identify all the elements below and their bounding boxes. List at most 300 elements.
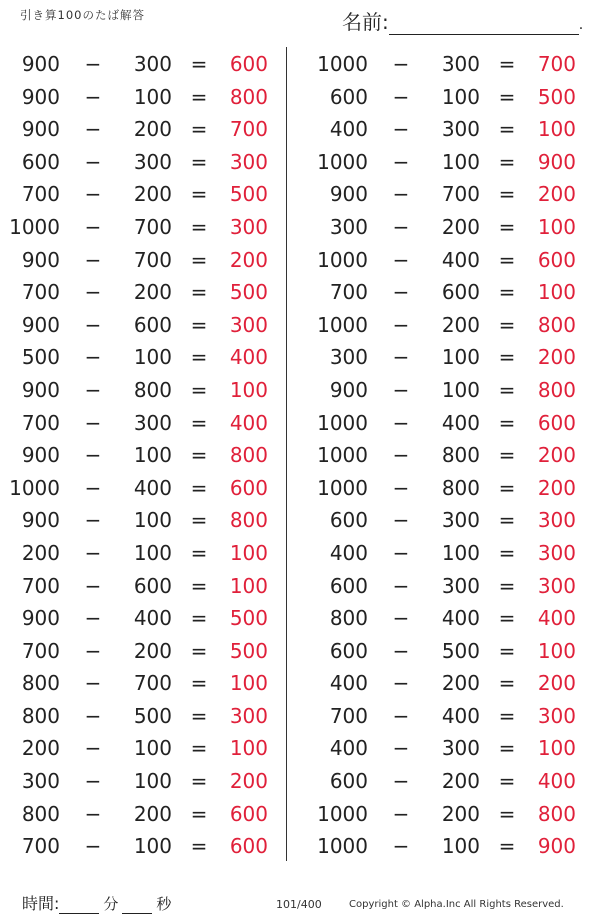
subtrahend: 200 (133, 801, 172, 826)
equals-sign: = (190, 214, 208, 239)
subtrahend: 500 (133, 703, 172, 728)
answer: 100 (229, 736, 268, 761)
minuend: 700 (21, 834, 60, 859)
minuend: 600 (329, 573, 368, 598)
minus-sign: − (392, 475, 410, 500)
subtrahend: 400 (441, 410, 480, 435)
subtrahend: 700 (133, 671, 172, 696)
answer: 300 (537, 508, 576, 533)
equals-sign: = (190, 247, 208, 272)
problem-row (316, 537, 586, 570)
answer: 800 (229, 508, 268, 533)
name-label: 名前: (342, 10, 389, 34)
minuend: 900 (21, 84, 60, 109)
equals-sign: = (190, 410, 208, 435)
equals-sign: = (190, 377, 208, 402)
minuend: 800 (21, 671, 60, 696)
problem-row (316, 211, 586, 244)
equals-sign: = (498, 508, 516, 533)
subtrahend: 100 (441, 834, 480, 859)
minus-sign: − (84, 52, 102, 76)
minuend: 800 (329, 606, 368, 631)
equals-sign: = (190, 508, 208, 533)
problem-row (316, 244, 586, 277)
problem-row (316, 113, 586, 146)
subtrahend: 200 (441, 214, 480, 239)
problem-row (316, 472, 586, 505)
subtrahend: 600 (133, 312, 172, 337)
minuend: 700 (329, 703, 368, 728)
problem-row (316, 570, 586, 603)
minuend: 600 (329, 508, 368, 533)
problem-row (8, 667, 278, 700)
subtrahend: 300 (133, 52, 172, 76)
answer: 200 (229, 769, 268, 794)
minus-sign: − (84, 443, 102, 468)
problem-row (316, 341, 586, 374)
equals-sign: = (190, 345, 208, 370)
problem-row (8, 798, 278, 831)
subtrahend: 100 (133, 443, 172, 468)
answer: 100 (537, 638, 576, 663)
equals-sign: = (190, 540, 208, 565)
problem-row (316, 504, 586, 537)
problem-row (8, 276, 278, 309)
answer: 700 (537, 52, 576, 76)
problem-row (8, 765, 278, 798)
equals-sign: = (498, 703, 516, 728)
equals-sign: = (190, 801, 208, 826)
minuend: 200 (21, 540, 60, 565)
minuend: 800 (21, 703, 60, 728)
right-problem-column (316, 48, 586, 863)
problem-row (8, 81, 278, 114)
minus-sign: − (392, 508, 410, 533)
answer: 800 (229, 84, 268, 109)
answer: 900 (537, 834, 576, 859)
subtrahend: 200 (441, 769, 480, 794)
minuend: 600 (329, 84, 368, 109)
subtrahend: 100 (441, 540, 480, 565)
minuend: 1000 (317, 312, 368, 337)
minus-sign: − (84, 573, 102, 598)
answer: 300 (537, 573, 576, 598)
minuend: 1000 (317, 52, 368, 76)
problem-row (8, 537, 278, 570)
subtrahend: 400 (441, 703, 480, 728)
answer: 900 (537, 149, 576, 174)
answer: 400 (229, 410, 268, 435)
subtrahend: 100 (133, 84, 172, 109)
equals-sign: = (498, 52, 516, 76)
minuend: 200 (21, 736, 60, 761)
minus-sign: − (392, 149, 410, 174)
equals-sign: = (498, 345, 516, 370)
problem-row (316, 667, 586, 700)
minuend: 1000 (317, 801, 368, 826)
subtrahend: 600 (133, 573, 172, 598)
minus-sign: − (392, 182, 410, 207)
equals-sign: = (190, 671, 208, 696)
equals-sign: = (190, 312, 208, 337)
answer: 800 (537, 801, 576, 826)
minuend: 900 (329, 182, 368, 207)
answer: 100 (229, 573, 268, 598)
time-field (22, 891, 175, 914)
minus-sign: − (84, 377, 102, 402)
answer: 800 (229, 443, 268, 468)
minuend: 700 (329, 280, 368, 305)
minus-sign: − (392, 769, 410, 794)
problem-row (316, 48, 586, 81)
equals-sign: = (190, 475, 208, 500)
answer: 600 (229, 52, 268, 76)
minus-sign: − (84, 606, 102, 631)
equals-sign: = (190, 443, 208, 468)
minuend: 400 (329, 117, 368, 142)
subtrahend: 300 (441, 573, 480, 598)
minuend: 900 (329, 377, 368, 402)
minuend: 300 (329, 345, 368, 370)
subtrahend: 200 (441, 312, 480, 337)
problem-row (316, 700, 586, 733)
problem-row (8, 146, 278, 179)
problem-row (316, 635, 586, 668)
answer: 600 (229, 834, 268, 859)
name-blank-line (389, 14, 579, 35)
subtrahend: 200 (133, 182, 172, 207)
answer: 200 (537, 475, 576, 500)
minus-sign: − (84, 84, 102, 109)
name-end-mark: . (578, 17, 584, 33)
minus-sign: − (84, 410, 102, 435)
equals-sign: = (190, 149, 208, 174)
equals-sign: = (498, 443, 516, 468)
minus-sign: − (84, 117, 102, 142)
problem-row (8, 407, 278, 440)
problem-row (316, 81, 586, 114)
equals-sign: = (498, 801, 516, 826)
subtrahend: 100 (133, 769, 172, 794)
answer: 200 (229, 247, 268, 272)
subtrahend: 300 (133, 149, 172, 174)
equals-sign: = (498, 638, 516, 663)
minus-sign: − (392, 671, 410, 696)
seconds-unit: 秒 (156, 895, 172, 913)
subtrahend: 600 (441, 280, 480, 305)
problem-row (316, 732, 586, 765)
problem-row (8, 309, 278, 342)
problem-row (316, 407, 586, 440)
problem-row (8, 732, 278, 765)
subtrahend: 500 (441, 638, 480, 663)
subtrahend: 800 (441, 475, 480, 500)
subtrahend: 100 (133, 736, 172, 761)
equals-sign: = (498, 540, 516, 565)
page-number: 101/400 (276, 898, 322, 911)
equals-sign: = (190, 703, 208, 728)
minuend: 700 (21, 280, 60, 305)
problem-row (8, 602, 278, 635)
problem-row (8, 472, 278, 505)
answer: 100 (229, 377, 268, 402)
equals-sign: = (498, 247, 516, 272)
minus-sign: − (84, 280, 102, 305)
answer: 200 (537, 345, 576, 370)
minus-sign: − (84, 703, 102, 728)
answer: 300 (229, 312, 268, 337)
minuend: 900 (21, 606, 60, 631)
minus-sign: − (84, 182, 102, 207)
answer: 800 (537, 312, 576, 337)
answer: 300 (229, 149, 268, 174)
minus-sign: − (392, 280, 410, 305)
answer: 400 (537, 606, 576, 631)
minus-sign: − (392, 84, 410, 109)
problem-row (316, 602, 586, 635)
equals-sign: = (498, 606, 516, 631)
equals-sign: = (190, 52, 208, 76)
minuend: 1000 (317, 475, 368, 500)
minuend: 600 (329, 638, 368, 663)
minuend: 900 (21, 377, 60, 402)
minuend: 400 (329, 736, 368, 761)
answer: 800 (537, 377, 576, 402)
minus-sign: − (84, 638, 102, 663)
seconds-blank (122, 897, 152, 914)
minuend: 700 (21, 638, 60, 663)
equals-sign: = (498, 214, 516, 239)
equals-sign: = (190, 736, 208, 761)
minus-sign: − (392, 540, 410, 565)
equals-sign: = (498, 736, 516, 761)
equals-sign: = (190, 573, 208, 598)
answer: 200 (537, 671, 576, 696)
minus-sign: − (84, 834, 102, 859)
subtrahend: 300 (441, 508, 480, 533)
equals-sign: = (498, 84, 516, 109)
minus-sign: − (392, 638, 410, 663)
minus-sign: − (392, 606, 410, 631)
answer: 600 (229, 475, 268, 500)
answer: 600 (537, 410, 576, 435)
equals-sign: = (190, 638, 208, 663)
minuend: 900 (21, 247, 60, 272)
equals-sign: = (190, 84, 208, 109)
answer: 500 (229, 280, 268, 305)
minuend: 900 (21, 443, 60, 468)
subtrahend: 400 (441, 247, 480, 272)
problem-row (8, 504, 278, 537)
answer: 600 (537, 247, 576, 272)
minuend: 700 (21, 573, 60, 598)
equals-sign: = (190, 769, 208, 794)
subtrahend: 400 (441, 606, 480, 631)
minus-sign: − (392, 703, 410, 728)
subtrahend: 100 (133, 508, 172, 533)
subtrahend: 300 (441, 736, 480, 761)
equals-sign: = (498, 377, 516, 402)
problem-row (316, 798, 586, 831)
minuend: 800 (21, 801, 60, 826)
problem-row (8, 113, 278, 146)
minuend: 600 (329, 769, 368, 794)
minus-sign: − (84, 671, 102, 696)
minus-sign: − (392, 117, 410, 142)
minus-sign: − (392, 214, 410, 239)
problem-row (8, 635, 278, 668)
minus-sign: − (84, 475, 102, 500)
equals-sign: = (498, 475, 516, 500)
subtrahend: 700 (133, 247, 172, 272)
minuend: 1000 (317, 410, 368, 435)
subtrahend: 300 (133, 410, 172, 435)
minuend: 900 (21, 508, 60, 533)
equals-sign: = (498, 834, 516, 859)
minus-sign: − (84, 149, 102, 174)
copyright-notice: Copyright © Alpha.Inc All Rights Reserved. (349, 899, 564, 910)
answer: 100 (537, 214, 576, 239)
subtrahend: 200 (441, 801, 480, 826)
answer: 400 (229, 345, 268, 370)
minus-sign: − (392, 345, 410, 370)
subtrahend: 400 (133, 606, 172, 631)
problem-row (8, 374, 278, 407)
subtrahend: 300 (441, 117, 480, 142)
minuend: 1000 (317, 149, 368, 174)
minus-sign: − (84, 214, 102, 239)
left-problem-column (8, 48, 278, 863)
answer: 400 (537, 769, 576, 794)
name-field (342, 6, 583, 35)
minuend: 700 (21, 182, 60, 207)
equals-sign: = (190, 606, 208, 631)
minutes-blank (59, 897, 99, 914)
subtrahend: 200 (441, 671, 480, 696)
minutes-unit: 分 (103, 895, 119, 913)
equals-sign: = (190, 117, 208, 142)
subtrahend: 800 (133, 377, 172, 402)
problem-row (316, 830, 586, 863)
equals-sign: = (498, 769, 516, 794)
minus-sign: − (392, 312, 410, 337)
subtrahend: 100 (441, 377, 480, 402)
equals-sign: = (498, 312, 516, 337)
minus-sign: − (84, 801, 102, 826)
answer: 300 (229, 703, 268, 728)
problem-row (316, 309, 586, 342)
subtrahend: 200 (133, 280, 172, 305)
subtrahend: 100 (133, 345, 172, 370)
subtrahend: 700 (133, 214, 172, 239)
equals-sign: = (498, 410, 516, 435)
minuend: 400 (329, 671, 368, 696)
answer: 300 (229, 214, 268, 239)
subtrahend: 100 (441, 149, 480, 174)
minuend: 1000 (317, 443, 368, 468)
equals-sign: = (498, 671, 516, 696)
problem-row (8, 700, 278, 733)
minuend: 900 (21, 52, 60, 76)
column-divider (286, 47, 287, 861)
minus-sign: − (392, 834, 410, 859)
problem-row (8, 178, 278, 211)
minus-sign: − (392, 410, 410, 435)
worksheet-title: 引き算100のたば解答 (20, 8, 145, 22)
answer: 500 (229, 638, 268, 663)
minus-sign: − (84, 247, 102, 272)
minuend: 900 (21, 312, 60, 337)
minuend: 1000 (9, 214, 60, 239)
minus-sign: − (84, 540, 102, 565)
problem-row (316, 276, 586, 309)
minuend: 500 (21, 345, 60, 370)
minus-sign: − (392, 573, 410, 598)
problem-row (8, 48, 278, 81)
minus-sign: − (84, 508, 102, 533)
answer: 500 (537, 84, 576, 109)
answer: 600 (229, 801, 268, 826)
answer: 300 (537, 703, 576, 728)
subtrahend: 100 (133, 540, 172, 565)
minuend: 1000 (9, 475, 60, 500)
answer: 100 (537, 736, 576, 761)
answer: 200 (537, 443, 576, 468)
minus-sign: − (392, 443, 410, 468)
minus-sign: − (84, 769, 102, 794)
minus-sign: − (392, 247, 410, 272)
answer: 100 (537, 117, 576, 142)
subtrahend: 700 (441, 182, 480, 207)
problem-row (316, 765, 586, 798)
problem-row (8, 341, 278, 374)
answer: 300 (537, 540, 576, 565)
minus-sign: − (392, 736, 410, 761)
problem-row (316, 178, 586, 211)
problem-row (316, 439, 586, 472)
answer: 100 (537, 280, 576, 305)
equals-sign: = (498, 117, 516, 142)
equals-sign: = (190, 280, 208, 305)
minuend: 900 (21, 117, 60, 142)
equals-sign: = (498, 182, 516, 207)
minuend: 1000 (317, 247, 368, 272)
subtrahend: 800 (441, 443, 480, 468)
subtrahend: 400 (133, 475, 172, 500)
minuend: 600 (21, 149, 60, 174)
equals-sign: = (498, 573, 516, 598)
answer: 200 (537, 182, 576, 207)
subtrahend: 200 (133, 638, 172, 663)
subtrahend: 100 (441, 345, 480, 370)
equals-sign: = (190, 182, 208, 207)
minus-sign: − (84, 345, 102, 370)
problem-row (316, 374, 586, 407)
minuend: 300 (21, 769, 60, 794)
subtrahend: 300 (441, 52, 480, 76)
problem-row (8, 830, 278, 863)
problem-row (8, 439, 278, 472)
minus-sign: − (392, 377, 410, 402)
answer: 100 (229, 540, 268, 565)
minus-sign: − (392, 801, 410, 826)
problem-row (8, 244, 278, 277)
equals-sign: = (190, 834, 208, 859)
minus-sign: − (84, 736, 102, 761)
minus-sign: − (392, 52, 410, 76)
problem-row (8, 570, 278, 603)
answer: 100 (229, 671, 268, 696)
